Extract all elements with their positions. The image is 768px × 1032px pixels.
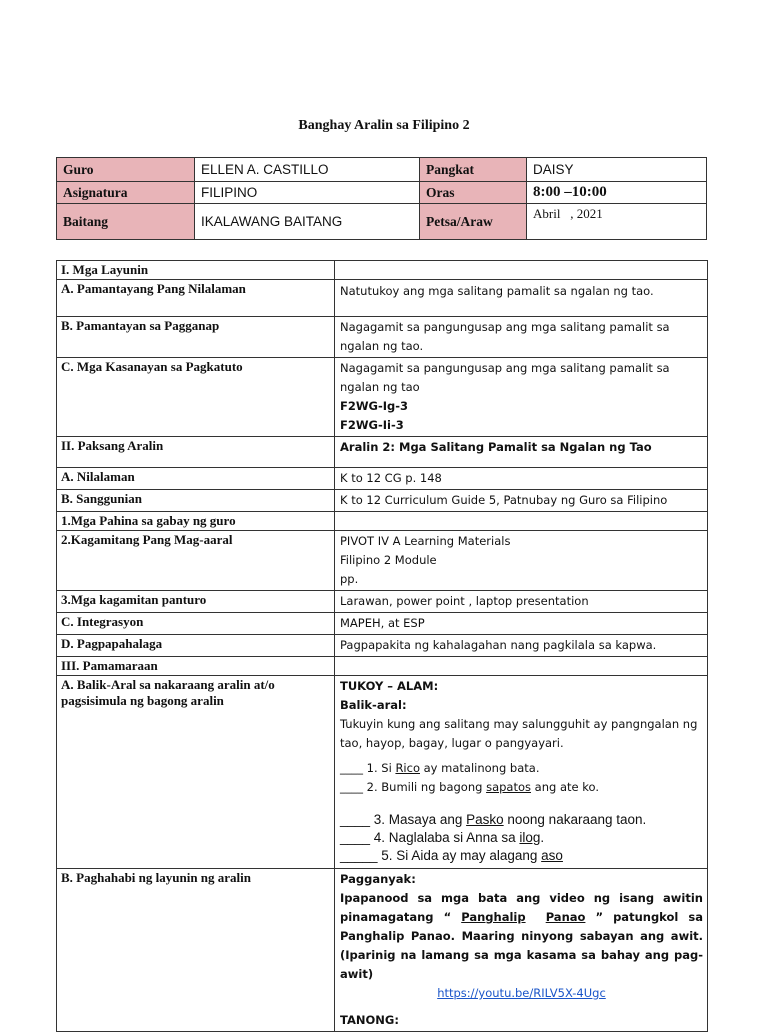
tanong-heading: TANONG: [340, 1013, 399, 1027]
oras-label: Oras [420, 182, 527, 204]
kasanayan-code-2: F2WG-Ii-3 [340, 418, 404, 432]
pagganap-label: B. Pamantayan sa Pagganap [57, 317, 335, 358]
kasanayan-text: Nagagamit sa pangungusap ang mga salitang pamalit sa ngalan ng tao [340, 361, 670, 394]
nilalaman-value: K to 12 CG p. 148 [335, 468, 708, 490]
pamamaraan-label: III. Pamamaraan [57, 657, 335, 676]
song-title-word: Panao [545, 910, 586, 924]
balik-value [335, 676, 708, 869]
answer-blank[interactable]: ____ [340, 761, 363, 775]
pamantayang-value [335, 280, 708, 317]
lesson-plan-table [56, 260, 708, 1032]
paksang-value: Aralin 2: Mga Salitang Pamalit sa Ngalan ng Tao [335, 437, 708, 468]
document-title: Banghay Aralin sa Filipino 2 [298, 118, 470, 133]
pamamaraan-value [335, 657, 708, 676]
asignatura-value: FILIPINO [195, 182, 420, 204]
pagpapahalaga-label: D. Pagpapahalaga [57, 635, 335, 657]
asignatura-label: Asignatura [57, 182, 195, 204]
item-text: 1. Si [363, 761, 396, 775]
quiz-item-2 [340, 778, 703, 797]
nilalaman-label: A. Nilalaman [57, 468, 335, 490]
layunin-value [335, 261, 708, 280]
pagganap-value: Nagagamit sa pangungusap ang mga salitang pamalit sa ngalan ng tao. [335, 317, 708, 358]
kagamitang-line-2: Filipino 2 Module [340, 553, 437, 567]
underlined-word: ilog [519, 830, 541, 845]
kagamitang-line-3: pp. [340, 572, 359, 586]
kagamitang-label: 2.Kagamitang Pang Mag-aaral [57, 531, 335, 591]
pangkat-label: Pangkat [420, 158, 527, 182]
oras-value: 8:00 –10:00 [527, 182, 707, 204]
pamantayang-label: A. Pamantayang Pang Nilalaman [57, 280, 335, 317]
kasanayan-label: C. Mga Kasanayan sa Pagkatuto [57, 358, 335, 437]
item-text: 5. Si Aida ay may alagang [377, 848, 542, 863]
sanggunian-value: K to 12 Curriculum Guide 5, Patnubay ng Guro sa Filipino [335, 490, 708, 512]
petsa-value: Abril , 2021 [527, 204, 707, 240]
balik-instruction: Tukuyin kung ang salitang may salungguhit ay pangngalan ng tao, hayop, bagay, lugar o pangyayari. [340, 717, 698, 750]
pahina-value [335, 512, 708, 531]
panturo-label: 3.Mga kagamitan panturo [57, 591, 335, 613]
pangkat-value: DAISY [527, 158, 707, 182]
pagganyak-text [340, 889, 703, 984]
paghahabi-label: B. Paghahabi ng layunin ng aralin [57, 869, 335, 1032]
balik-heading: TUKOY – ALAM: [340, 679, 439, 693]
underlined-word: Pasko [466, 812, 504, 827]
pagganyak-text-part: ” patungkol sa Panghalip Panao. Maaring ninyong sabayan ang awit. (Iparinig na lamang sa mga kasama sa bahay ang pag-awit) [340, 910, 704, 981]
petsa-label: Petsa/Araw [420, 204, 527, 240]
quiz-item-5 [340, 847, 703, 865]
item-text: 4. Naglalaba si Anna sa [370, 830, 520, 845]
video-link[interactable]: https://youtu.be/RILV5X-4Ugc [437, 986, 606, 1000]
item-text: ay matalinong bata. [419, 761, 540, 775]
integrasyon-label: C. Integrasyon [57, 613, 335, 635]
item-text: ang ate ko. [531, 780, 599, 794]
quiz-item-4 [340, 829, 703, 847]
song-title-word: Panghalip [461, 910, 526, 924]
pagganyak-text-part: Ipapanood sa mga bata ang video ng isang awitin pinamagatang “ [340, 891, 703, 924]
underlined-word: Rico [395, 761, 420, 775]
pagpapahalaga-value: Pagpapakita ng kahalagahan nang pagkilala sa kapwa. [335, 635, 708, 657]
quiz-item-1 [340, 759, 703, 778]
paksang-label: II. Paksang Aralin [57, 437, 335, 468]
answer-blank[interactable]: ____ [340, 830, 371, 845]
balik-label: A. Balik-Aral sa nakaraang aralin at/o pagsisimula ng bagong aralin [57, 676, 335, 869]
video-link-row [340, 984, 703, 1003]
integrasyon-value: MAPEH, at ESP [335, 613, 708, 635]
kagamitang-line-1: PIVOT IV A Learning Materials [340, 534, 511, 548]
answer-blank[interactable]: ____ [340, 780, 363, 794]
balik-subheading: Balik-aral: [340, 698, 407, 712]
guro-value: ELLEN A. CASTILLO [195, 158, 420, 182]
underlined-word: aso [541, 848, 563, 863]
item-text: 3. Masaya ang [370, 812, 467, 827]
paghahabi-value [335, 869, 708, 1032]
layunin-label: I. Mga Layunin [57, 261, 335, 280]
guro-label: Guro [57, 158, 195, 182]
baitang-label: Baitang [57, 204, 195, 240]
answer-blank[interactable]: _____ [340, 848, 378, 863]
pamantayang-text: Natutukoy ang mga salitang pamalit sa ngalan ng tao. [340, 284, 654, 298]
quiz-item-3 [340, 811, 703, 829]
sanggunian-label: B. Sanggunian [57, 490, 335, 512]
item-text: . [540, 830, 545, 845]
pagganyak-heading: Pagganyak: [340, 872, 416, 886]
underlined-word: sapatos [486, 780, 531, 794]
panturo-value: Larawan, power point , laptop presentation [335, 591, 708, 613]
kagamitang-value [335, 531, 708, 591]
item-text: noong nakaraang taon. [503, 812, 647, 827]
answer-blank[interactable]: ____ [340, 812, 371, 827]
kasanayan-value [335, 358, 708, 437]
kasanayan-code-1: F2WG-Ig-3 [340, 399, 409, 413]
item-text: 2. Bumili ng bagong [363, 780, 487, 794]
baitang-value: IKALAWANG BAITANG [195, 204, 420, 240]
pahina-label: 1.Mga Pahina sa gabay ng guro [57, 512, 335, 531]
header-table [56, 157, 707, 240]
